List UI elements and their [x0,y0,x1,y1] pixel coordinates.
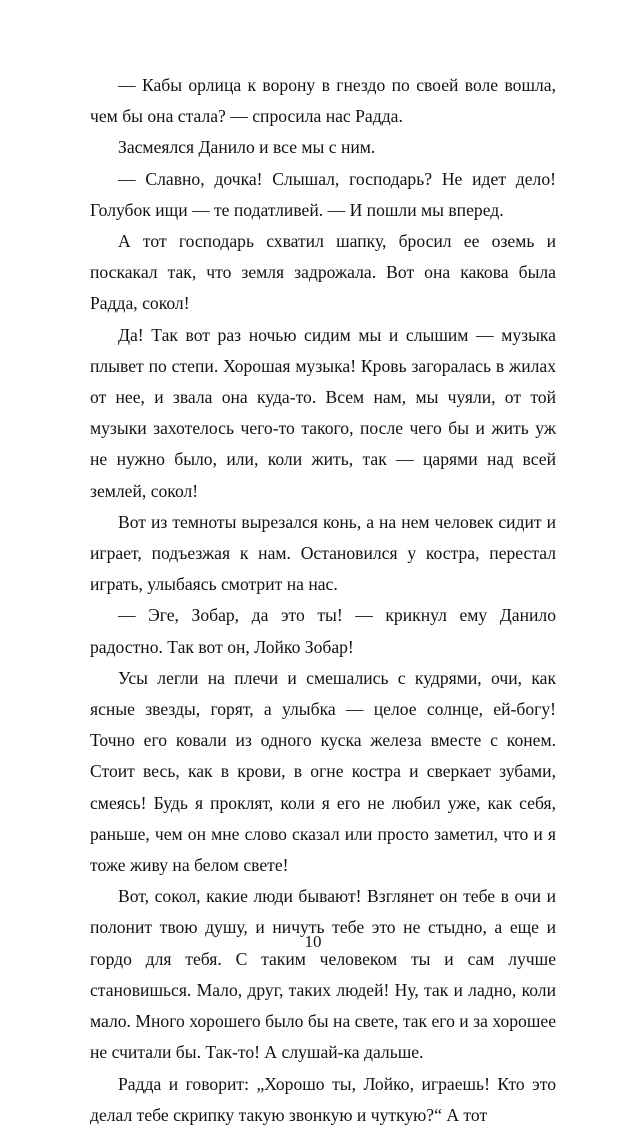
paragraph: — Эге, Зобар, да это ты! — крикнул ему Данило радостно. Так вот он, Лойко Зобар! [90,605,556,657]
paragraph: Да! Так вот раз ночью сидим мы и слышим — музыка плывет по степи. Хорошая музыка! Кровь загоралась в жилах от нее, и звала она куда-то. Всем нам, мы чуяли, от той музыки захотелось чего-то такого, после чего бы и жить уж не нужно было, или, коли жить, так — царями над всей землей, сокол! [90,324,556,501]
page-text [90,70,556,1131]
paragraph: — Славно, дочка! Слышал, господарь? Не идет дело! Голубок ищи — те податливей. — И пошли мы вперед. [90,168,556,220]
paragraph: Вот из темноты вырезался конь, а на нем человек сидит и играет, подъезжая к нам. Остановился у костра, перестал играть, улыбаясь смотрит на нас. [90,511,556,595]
paragraph: — Кабы орлица к ворону в гнездо по своей воле вошла, чем бы она стала? — спросила нас Радда. [90,75,556,127]
page-number: 10 [304,932,322,951]
paragraph: Засмеялся Данило и все мы с ним. [118,137,376,158]
paragraph: А тот господарь схватил шапку, бросил ее оземь и поскакал так, что земля задрожала. Вот она какова была Радда, сокол! [90,231,556,314]
paragraph: Радда и говорит: „Хорошо ты, Лойко, играешь! Кто это делал тебе скрипку такую звонкую и чуткую?“ А тот [90,1073,556,1125]
paragraph: Усы легли на плечи и смешались с кудрями, очи, как ясные звезды, горят, а улыбка — целое солнце, ей-богу! Точно его ковали из одного куска железа вместе с конем. Стоит весь, как в крови, в огне костра и сверкает зубами, смеясь! Будь я проклят, коли я его не любил уже, как себя, раньше, чем он мне слово сказал или просто заметил, что и я тоже живу на белом свете! [90,667,556,876]
paragraph: Вот, сокол, какие люди бывают! Взглянет он тебе в очи и полонит твою душу, и ничуть тебе это не стыдно, а еще и гордо для тебя. С таким человеком ты и сам лучше становишься. Мало, друг, таких людей! Ну, так и ладно, коли мало. Много хорошего было бы на свете, так его и за хорошее не считали бы. Так-то! А слушай-ка дальше. [90,886,556,1063]
